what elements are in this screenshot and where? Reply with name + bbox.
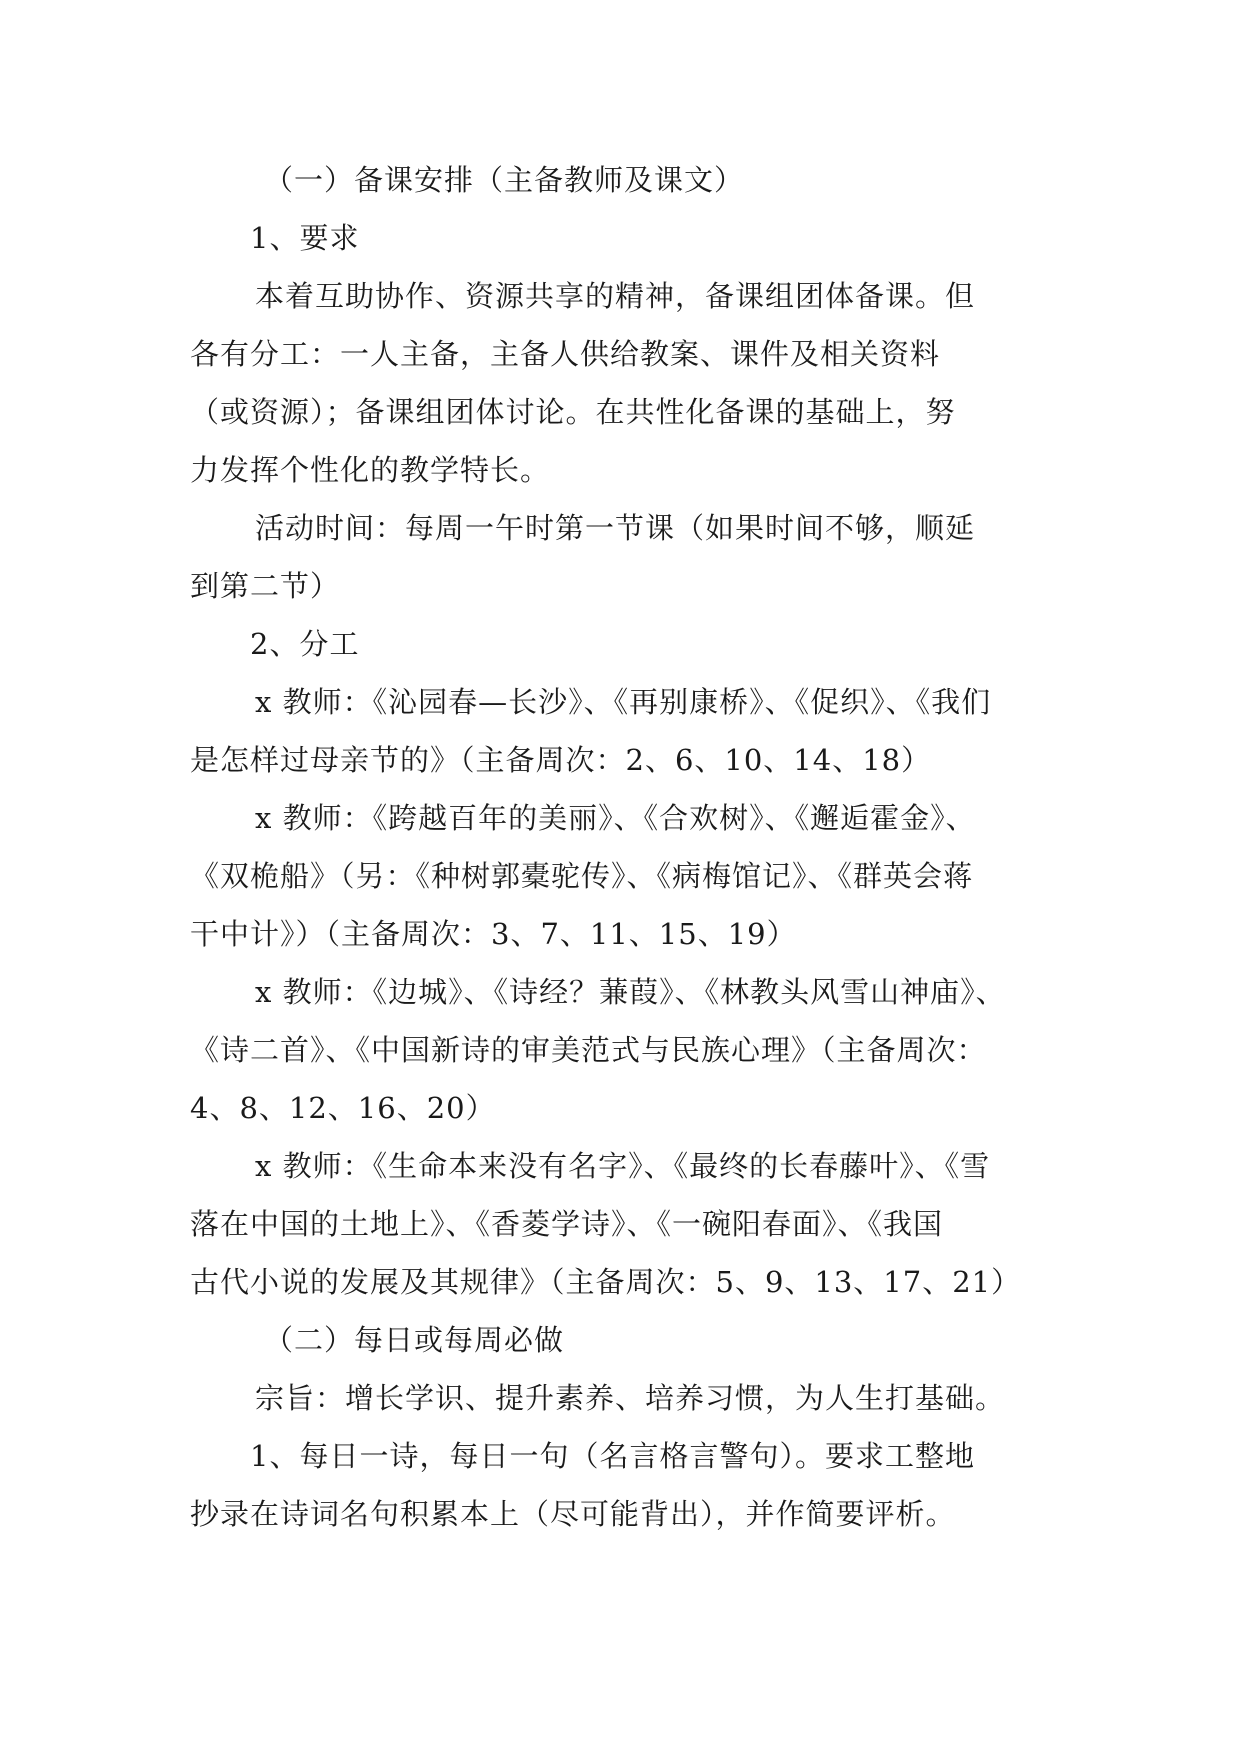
paragraph-line: 活动时间：每周一午时第一节课（如果时间不够，顺延 bbox=[255, 511, 976, 545]
paragraph-line: x 教师：《沁园春—长沙》、《再别康桥》、《促织》、《我们 bbox=[255, 685, 992, 719]
section-heading-daily-weekly: （二）每日或每周必做 bbox=[264, 1323, 565, 1357]
paragraph-line: 《诗二首》、《中国新诗的审美范式与民族心理》（主备周次： bbox=[190, 1033, 987, 1067]
paragraph-line: 力发挥个性化的教学特长。 bbox=[190, 453, 551, 487]
paragraph-line: x 教师：《边城》、《诗经？蒹葭》、《林教头风雪山神庙》、 bbox=[255, 975, 1006, 1009]
paragraph-line: 落在中国的土地上》、《香菱学诗》、《一碗阳春面》、《我国 bbox=[190, 1207, 944, 1241]
paragraph-line: 本着互助协作、资源共享的精神，备课组团体备课。但 bbox=[255, 279, 976, 313]
paragraph-line: 1、每日一诗，每日一句（名言格言警句）。要求工整地 bbox=[250, 1439, 975, 1473]
paragraph-line: （或资源）；备课组团体讨论。在共性化备课的基础上，努 bbox=[190, 395, 956, 429]
paragraph-line: 干中计》）（主备周次：3、7、11、15、19） bbox=[190, 917, 797, 951]
paragraph-line: 《双桅船》（另：《种树郭橐驼传》、《病梅馆记》、《群英会蒋 bbox=[190, 859, 974, 893]
paragraph-line: 抄录在诗词名句积累本上（尽可能背出），并作简要评析。 bbox=[190, 1497, 956, 1531]
subheading-division-of-work: 2、分工 bbox=[250, 627, 360, 661]
section-heading-lesson-prep: （一）备课安排（主备教师及课文） bbox=[264, 163, 745, 197]
paragraph-line: x 教师：《生命本来没有名字》、《最终的长春藤叶》、《雪 bbox=[255, 1149, 991, 1183]
paragraph-line: 宗旨：增长学识、提升素养、培养习惯，为人生打基础。 bbox=[255, 1381, 1006, 1415]
paragraph-line: 是怎样过母亲节的》（主备周次：2、6、10、14、18） bbox=[190, 743, 932, 777]
paragraph-line: 到第二节） bbox=[190, 569, 341, 603]
paragraph-line: 各有分工：一人主备，主备人供给教案、课件及相关资料 bbox=[190, 337, 941, 371]
subheading-requirements: 1、要求 bbox=[250, 221, 360, 255]
paragraph-line: x 教师：《跨越百年的美丽》、《合欢树》、《邂逅霍金》、 bbox=[255, 801, 976, 835]
paragraph-line: 4、8、12、16、20） bbox=[190, 1091, 496, 1125]
paragraph-line: 古代小说的发展及其规律》（主备周次：5、9、13、17、21） bbox=[190, 1265, 1022, 1299]
